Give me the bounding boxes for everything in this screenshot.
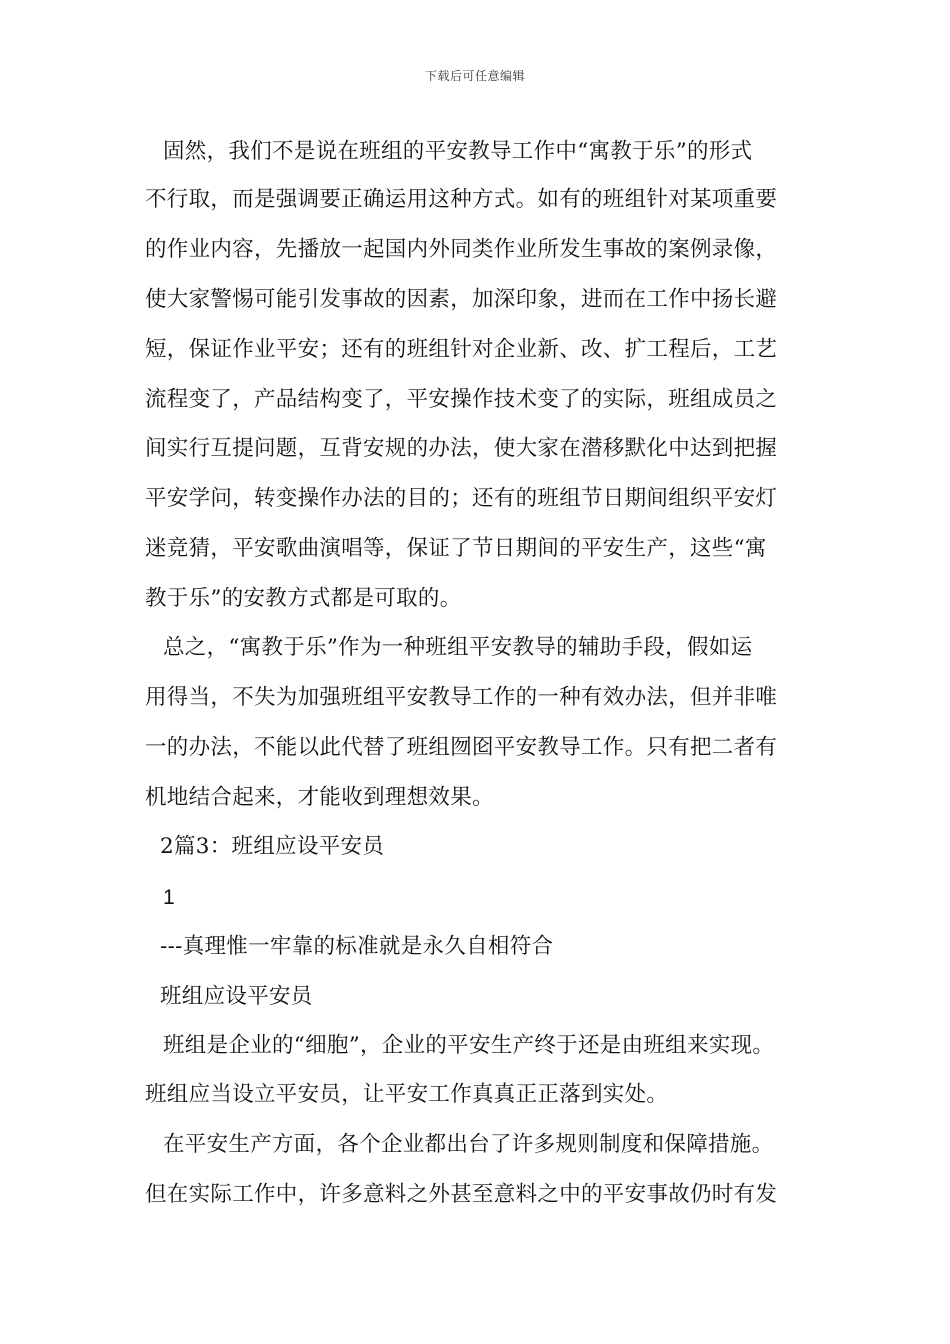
paragraph-line: 使大家警惕可能引发事故的因素，加深印象，进而在工作中扬长避 xyxy=(145,287,778,312)
paragraph-line: 班组应当设立平安员，让平安工作真真正正落到实处。 xyxy=(145,1082,669,1107)
section-heading: 2篇3：班组应设平安员 xyxy=(160,834,385,859)
paragraph-line: 机地结合起来，才能收到理想效果。 xyxy=(145,785,494,810)
article-title: 班组应设平安员 xyxy=(160,984,313,1009)
paragraph-line: 迷竞猜，平安歌曲演唱等，保证了节日期间的平安生产，这些“寓 xyxy=(145,536,767,561)
paragraph-line: 一的办法，不能以此代替了班组囫囵平安教导工作。只有把二者有 xyxy=(145,735,778,760)
paragraph-line: 短，保证作业平安；还有的班组针对企业新、改、扩工程后，工艺 xyxy=(145,337,778,362)
paragraph-line: 固然，我们不是说在班组的平安教导工作中“寓教于乐”的形式 xyxy=(163,139,753,164)
paragraph-line: 班组是企业的“细胞”，企业的平安生产终于还是由班组来实现。 xyxy=(163,1033,775,1058)
paragraph-line: 流程变了，产品结构变了，平安操作技术变了的实际，班组成员之 xyxy=(145,387,778,412)
page-number-marker: 1 xyxy=(163,886,175,909)
paragraph-line: 用得当，不失为加强班组平安教导工作的一种有效办法，但并非唯 xyxy=(145,685,778,710)
paragraph-line: 平安学问，转变操作办法的目的；还有的班组节日期间组织平安灯 xyxy=(145,486,778,511)
quote-line: ---真理惟一牢靠的标准就是永久自相符合 xyxy=(160,934,554,959)
paragraph-line: 总之，“寓教于乐”作为一种班组平安教导的辅助手段，假如运 xyxy=(163,635,753,660)
paragraph-line: 的作业内容，先播放一起国内外同类作业所发生事故的案例录像， xyxy=(145,237,778,262)
paragraph-line: 但在实际工作中，许多意料之外甚至意料之中的平安事故仍时有发 xyxy=(145,1182,778,1207)
page-header-note: 下载后可任意编辑 xyxy=(424,69,525,83)
paragraph-line: 教于乐”的安教方式都是可取的。 xyxy=(145,586,462,611)
paragraph-line: 不行取，而是强调要正确运用这种方式。如有的班组针对某项重要 xyxy=(145,187,778,212)
paragraph-line: 间实行互提问题，互背安规的办法，使大家在潜移默化中达到把握 xyxy=(145,436,778,461)
paragraph-line: 在平安生产方面，各个企业都出台了许多规则制度和保障措施。 xyxy=(163,1132,774,1157)
